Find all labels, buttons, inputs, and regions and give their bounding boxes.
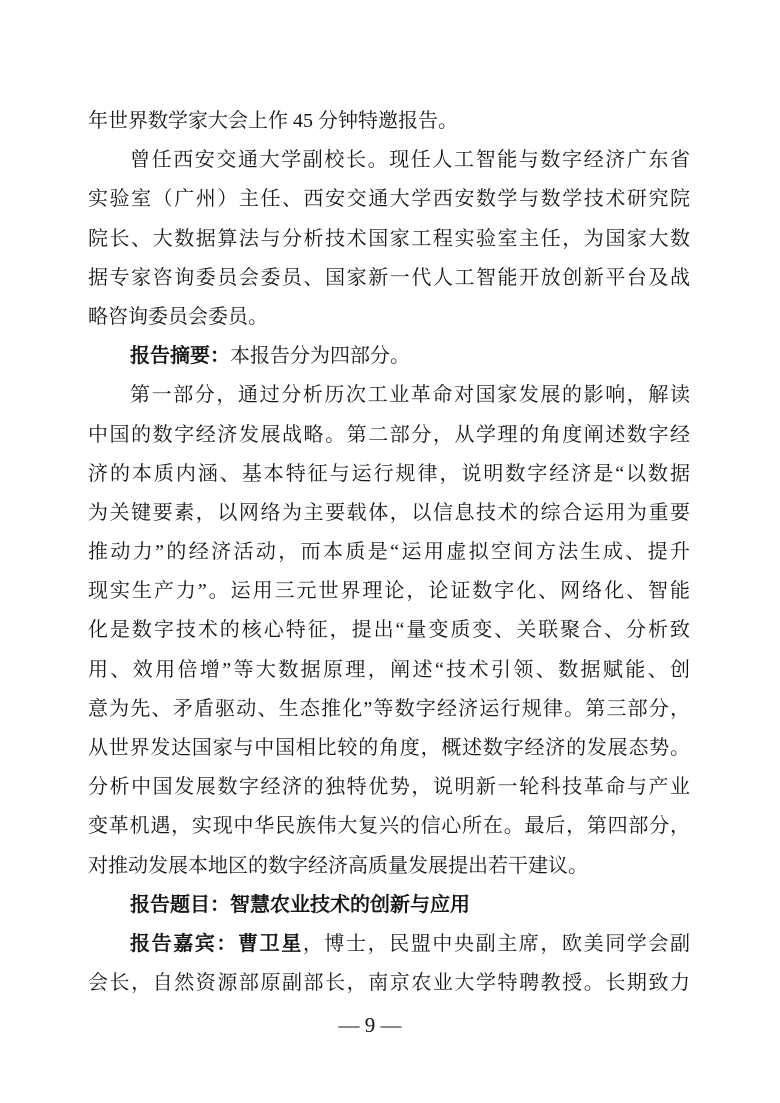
report-title: 智慧农业技术的创新与应用: [230, 893, 470, 916]
text-line: 实验室（广州）主任、西安交通大学西安数学与数学技术研究院: [88, 188, 690, 211]
text-line: 化是数字技术的核心特征，提出“量变质变、关联聚合、分析致: [88, 619, 690, 642]
abstract-intro: 本报告分为四部分。: [230, 345, 410, 368]
text-line: 济的本质内涵、基本特征与运行规律，说明数字经济是“以数据: [88, 462, 690, 485]
text-line: 从世界发达国家与中国相比较的角度，概述数字经济的发展态势。: [88, 737, 690, 759]
abstract-label: 报告摘要：: [130, 345, 230, 368]
text-line: 意为先、矛盾驱动、生态推化”等数字经济运行规律。第三部分，: [88, 697, 690, 720]
text-line: 为关键要素，以网络为主要载体，以信息技术的综合运用为重要: [88, 501, 690, 524]
text-line: 推动力”的经济活动，而本质是“运用虚拟空间方法生成、提升: [88, 541, 690, 564]
text-line: 年世界数学家大会上作 45 分钟特邀报告。: [88, 110, 458, 132]
report-title-label: 报告题目：: [130, 893, 230, 916]
report-guest-line: [130, 925, 690, 964]
report-guest-bio: ，博士，民盟中央副主席，欧美同学会副: [302, 932, 691, 955]
text-line: 现实生产力”。运用三元世界理论，论证数字化、网络化、智能: [88, 580, 690, 603]
text-line: 变革机遇，实现中华民族伟大复兴的信心所在。最后，第四部分，: [88, 815, 690, 838]
page-number: — 9 —: [338, 1013, 402, 1037]
body-text: [88, 102, 690, 1003]
text-line: 第一部分，通过分析历次工业革命对国家发展的影响，解读: [130, 384, 690, 407]
report-guest-name: 曹卫星: [238, 932, 303, 955]
report-guest-label: 报告嘉宾：: [130, 932, 238, 955]
text-line: 院长、大数据算法与分析技术国家工程实验室主任，为国家大数: [88, 227, 690, 250]
text-line: 曾任西安交通大学副校长。现任人工智能与数字经济广东省: [130, 149, 690, 172]
text-line: 对推动发展本地区的数字经济高质量发展提出若干建议。: [88, 854, 588, 877]
text-line: 略咨询委员会委员。: [88, 305, 268, 328]
report-title-line: [130, 886, 690, 925]
text-line: 会长，自然资源部原副部长，南京农业大学特聘教授。长期致力: [88, 972, 690, 995]
text-line: 分析中国发展数字经济的独特优势，说明新一轮科技革命与产业: [88, 776, 690, 799]
text-line: 据专家咨询委员会委员、国家新一代人工智能开放创新平台及战: [88, 266, 690, 289]
text-line: 中国的数字经济发展战略。第二部分，从学理的角度阐述数字经: [88, 423, 690, 446]
abstract-heading-line: [130, 337, 690, 376]
text-line: 用、效用倍增”等大数据原理，阐述“技术引领、数据赋能、创: [88, 658, 690, 681]
